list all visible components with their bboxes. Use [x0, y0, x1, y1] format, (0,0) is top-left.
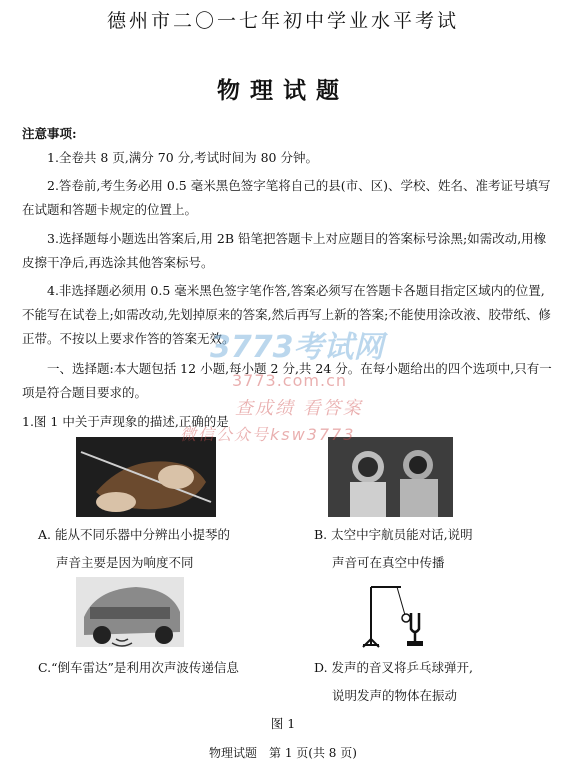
tuning-fork-image — [353, 577, 443, 649]
option-b-line1: B. 太空中宇航员能对话,说明 — [314, 527, 473, 542]
option-c — [38, 654, 239, 682]
option-d — [314, 654, 473, 710]
figure-caption: 图 1 — [270, 716, 296, 731]
option-d-line1: D. 发声的音叉将乒乓球弹开, — [314, 660, 473, 675]
question-1: 1.图 1 中关于声现象的描述,正确的是 — [22, 414, 229, 429]
note-3: 3.选择题每小题选出答案后,用 2B 铅笔把答题卡上对应题目的答案标号涂黑;如需改动,用橡皮擦干净后,再选涂其他答案标号。 — [22, 231, 547, 270]
car-radar-image — [76, 577, 184, 647]
option-c-line1: C.“倒车雷达”是利用次声波传递信息 — [38, 660, 239, 675]
page-title: 物理试题 — [217, 77, 349, 104]
watermark-url: 3773.com.cn — [232, 371, 347, 390]
option-d-line2: 说明发声的物体在振动 — [332, 688, 458, 703]
exam-header: 德州市二〇一七年初中学业水平考试 — [106, 10, 459, 32]
watermark-line2: 微信公众号ksw3773 — [180, 425, 356, 444]
page-footer: 物理试题 第 1 页(共 8 页) — [209, 746, 357, 760]
option-a — [38, 521, 230, 577]
watermark-line1: 查成绩 看答案 — [235, 398, 363, 419]
option-a-line2: 声音主要是因为响度不同 — [56, 555, 194, 570]
violin-image — [76, 437, 216, 517]
astronaut-image — [328, 437, 453, 517]
note-2: 2.答卷前,考生务必用 0.5 毫米黑色签字笔将自己的县(市、区)、学校、姓名、准考证号填写在试题和答题卡规定的位置上。 — [22, 178, 551, 217]
note-4: 4.非选择题必须用 0.5 毫米黑色签字笔作答,答案必须写在答题卡各题目指定区域内的位置,不能写在试卷上;如需改动,先划掉原来的答案,然后再写上新的答案;不能使用涂改液、胶带纸、修正带。不按以上要求作答的答案无效。 — [22, 283, 551, 346]
option-b-line2: 声音可在真空中传播 — [332, 555, 445, 570]
section-one-instructions: 一、选择题:本大题包括 12 小题,每小题 2 分,共 24 分。在每小题给出的四个选项中,只有一项是符合题目要求的。 — [22, 361, 552, 400]
watermark-logo: 3773考试网 — [210, 330, 384, 365]
notes-heading: 注意事项: — [22, 126, 77, 141]
note-1: 1.全卷共 8 页,满分 70 分,考试时间为 80 分钟。 — [47, 150, 318, 165]
option-a-line1: A. 能从不同乐器中分辨出小提琴的 — [38, 527, 230, 542]
option-b — [314, 521, 473, 577]
